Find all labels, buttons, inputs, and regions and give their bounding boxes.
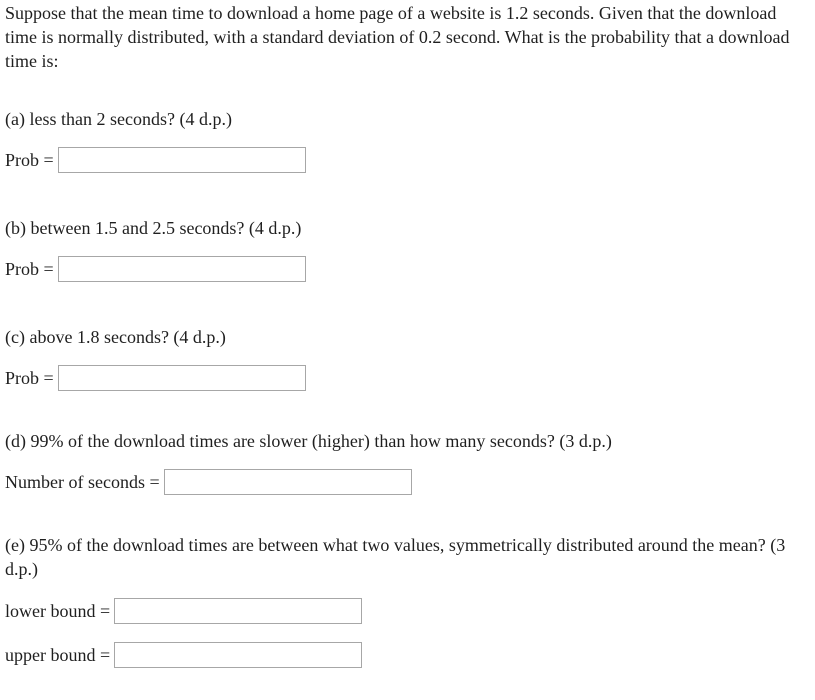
question-d-answer-row — [5, 468, 412, 496]
question-b-answer-row — [5, 255, 306, 283]
question-a-label: Prob = — [5, 149, 54, 170]
question-a-prob-input[interactable] — [58, 147, 306, 173]
question-d-label: Number of seconds = — [5, 471, 160, 492]
question-a-text: (a) less than 2 seconds? (4 d.p.) — [5, 109, 232, 129]
question-c-label: Prob = — [5, 367, 54, 388]
question-c-answer-row — [5, 364, 306, 392]
question-c-text: (c) above 1.8 seconds? (4 d.p.) — [5, 327, 226, 347]
question-e-upper-bound-input[interactable] — [114, 642, 362, 668]
question-e-lower-row — [5, 597, 362, 625]
question-a-answer-row — [5, 146, 306, 174]
question-b-prob-input[interactable] — [58, 256, 306, 282]
question-e-upper-label: upper bound = — [5, 644, 111, 665]
question-e-lower-label: lower bound = — [5, 600, 111, 621]
question-b-label: Prob = — [5, 258, 54, 279]
question-c-prob-input[interactable] — [58, 365, 306, 391]
question-d-seconds-input[interactable] — [164, 469, 412, 495]
question-e-text: (e) 95% of the download times are between what two values, symmetrically distributed around the mean? (3 d.p.) — [5, 535, 786, 579]
question-e-upper-row — [5, 641, 362, 669]
question-e-lower-bound-input[interactable] — [114, 598, 362, 624]
problem-statement: Suppose that the mean time to download a home page of a website is 1.2 seconds. Given that the download time is normally distributed, with a standard deviation of 0.2 second. What is the probability that a download time is: — [5, 3, 790, 71]
question-d-text: (d) 99% of the download times are slower (higher) than how many seconds? (3 d.p.) — [5, 431, 612, 451]
question-b-text: (b) between 1.5 and 2.5 seconds? (4 d.p.) — [5, 218, 302, 238]
